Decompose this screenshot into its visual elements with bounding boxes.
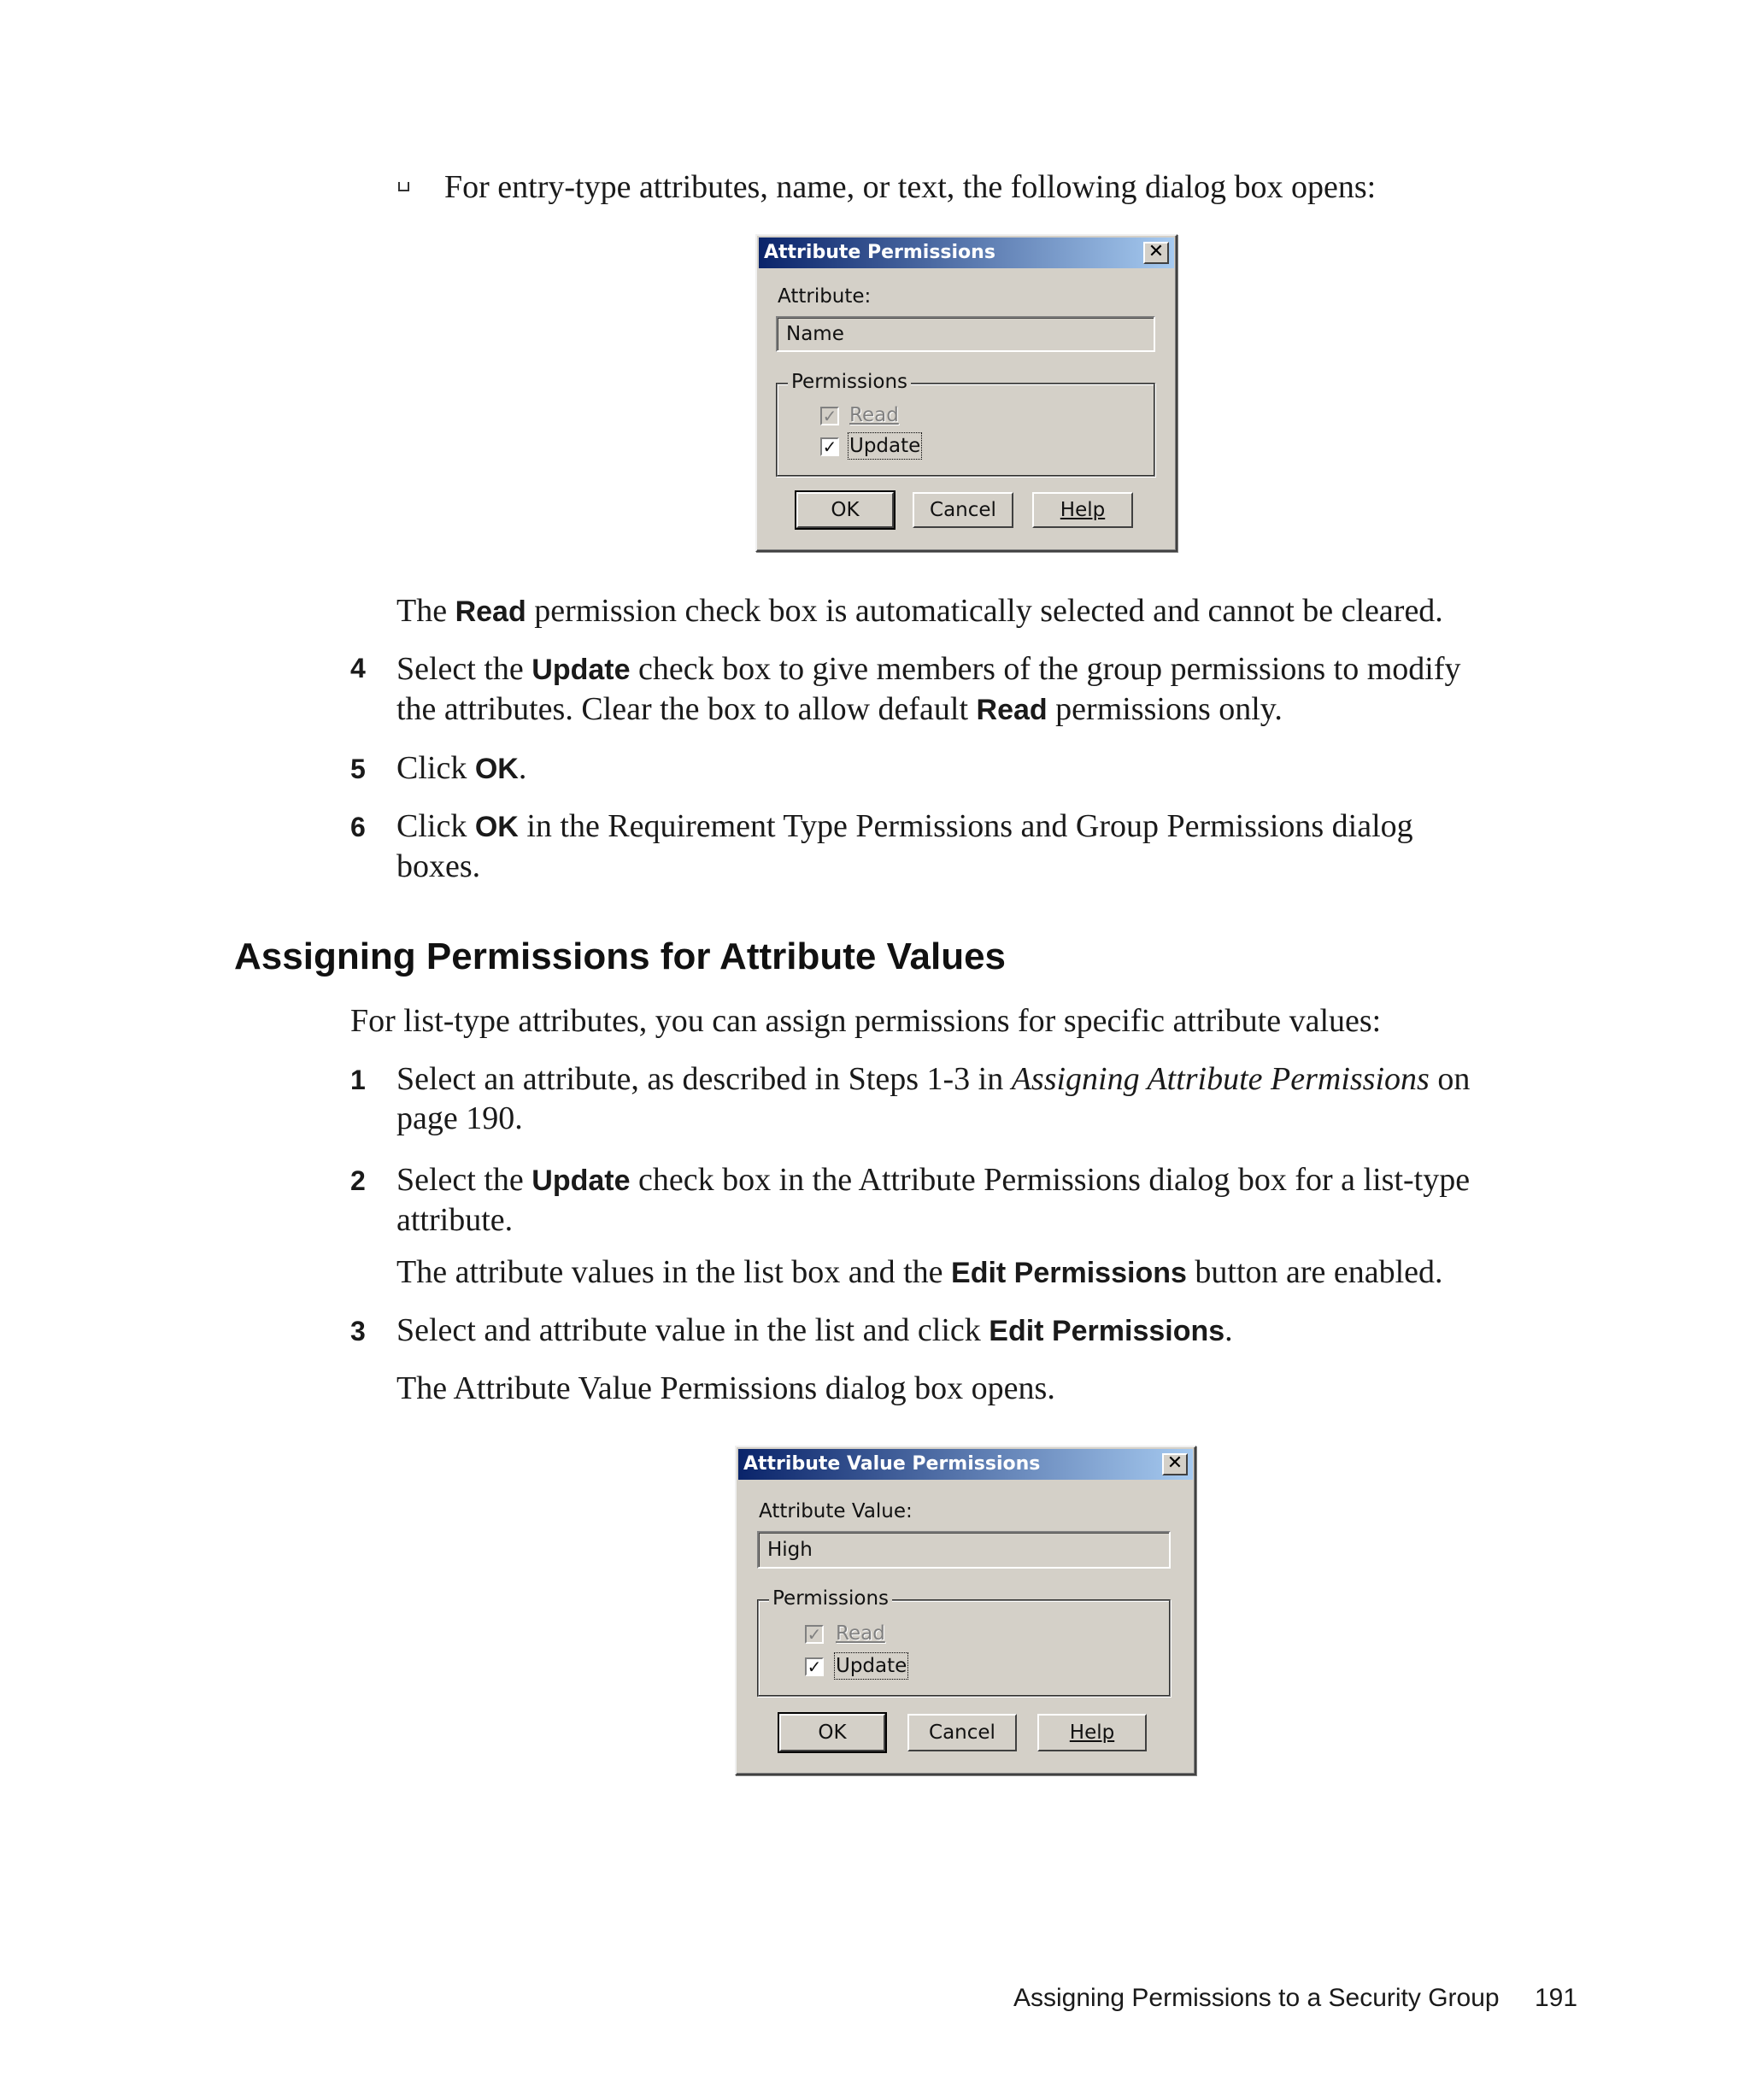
- update-checkbox[interactable]: ✓: [805, 1657, 824, 1676]
- read-note: The Read permission check box is automatically selected and cannot be cleared.: [396, 593, 1443, 629]
- update-checkbox[interactable]: ✓: [820, 437, 839, 456]
- step-number: 2: [350, 1165, 366, 1196]
- step-4-text: Select the Update check box to give members of the group permissions to modify the attributes. Clear the box to allow default Read permissions only.: [396, 651, 1461, 727]
- dialog-title-bar: [759, 238, 1174, 268]
- update-label-text: Update: [849, 435, 921, 457]
- cancel-button[interactable]: Cancel: [913, 492, 1013, 528]
- dialog-title: Attribute Value Permissions: [743, 1453, 1041, 1475]
- attribute-label: Attribute:: [778, 285, 872, 308]
- read-checkbox-label: [849, 403, 899, 427]
- attribute-value-field[interactable]: High: [757, 1531, 1171, 1569]
- help-button[interactable]: [1032, 492, 1133, 528]
- step-2-text: Select the Update check box in the Attribute Permissions dialog box for a list-type attribute.: [396, 1162, 1471, 1238]
- permissions-group: [757, 1599, 1171, 1697]
- read-checkbox-label: [836, 1622, 885, 1645]
- page-number: 191: [1535, 1984, 1578, 2012]
- section-intro: For list-type attributes, you can assign permissions for specific attribute values:: [350, 1003, 1382, 1039]
- step-5-text: Click OK.: [396, 750, 527, 786]
- section-heading: Assigning Permissions for Attribute Values: [234, 936, 1007, 977]
- update-checkbox-label[interactable]: [849, 434, 920, 458]
- read-checkbox: ✓: [805, 1625, 824, 1644]
- permissions-group-label: Permissions: [788, 371, 911, 393]
- read-label-text: Read: [849, 404, 899, 426]
- attribute-value-label: Attribute Value:: [759, 1500, 913, 1522]
- attribute-value-permissions-dialog: [735, 1446, 1196, 1775]
- step-number: 3: [350, 1316, 366, 1346]
- dialog-title-bar: [738, 1449, 1193, 1480]
- close-icon[interactable]: ✕: [1143, 242, 1169, 264]
- update-checkbox-label[interactable]: [836, 1654, 907, 1678]
- dialog-title: Attribute Permissions: [764, 242, 995, 263]
- read-checkbox: ✓: [820, 407, 839, 425]
- permissions-group: [776, 383, 1155, 477]
- cross-reference[interactable]: Assigning Attribute Permissions: [1011, 1061, 1430, 1097]
- attribute-field[interactable]: Name: [776, 316, 1155, 352]
- step-number: 6: [350, 812, 366, 842]
- help-label: Help: [1069, 1722, 1115, 1744]
- step-number: 5: [350, 754, 366, 784]
- ok-button[interactable]: OK: [779, 1714, 885, 1751]
- help-button[interactable]: [1037, 1714, 1147, 1751]
- close-icon[interactable]: ✕: [1162, 1453, 1188, 1475]
- step-1-text: Select an attribute, as described in Steps 1-3 in Assigning Attribute Permissions on page 190.: [396, 1061, 1471, 1136]
- footer-section-title: Assigning Permissions to a Security Group: [1013, 1984, 1500, 2012]
- bullet-marker: [398, 182, 409, 191]
- step-6-text: Click OK in the Requirement Type Permissions and Group Permissions dialog boxes.: [396, 808, 1413, 884]
- cancel-button[interactable]: Cancel: [907, 1714, 1017, 1751]
- update-label-text: Update: [836, 1655, 907, 1677]
- attribute-permissions-dialog: [755, 234, 1177, 552]
- edit-permissions-note: The attribute values in the list box and the Edit Permissions button are enabled.: [396, 1254, 1443, 1290]
- read-label-text: Read: [836, 1622, 885, 1645]
- step-3-text: Select and attribute value in the list and click Edit Permissions.: [396, 1312, 1233, 1348]
- ok-button[interactable]: OK: [796, 492, 894, 528]
- dialog-opens-note: The Attribute Value Permissions dialog box opens.: [396, 1370, 1055, 1406]
- step-number: 1: [350, 1065, 366, 1095]
- step-number: 4: [350, 653, 366, 683]
- intro-bullet-text: For entry-type attributes, name, or text, the following dialog box opens:: [444, 169, 1377, 205]
- permissions-group-label: Permissions: [769, 1587, 892, 1610]
- help-label: Help: [1060, 499, 1106, 521]
